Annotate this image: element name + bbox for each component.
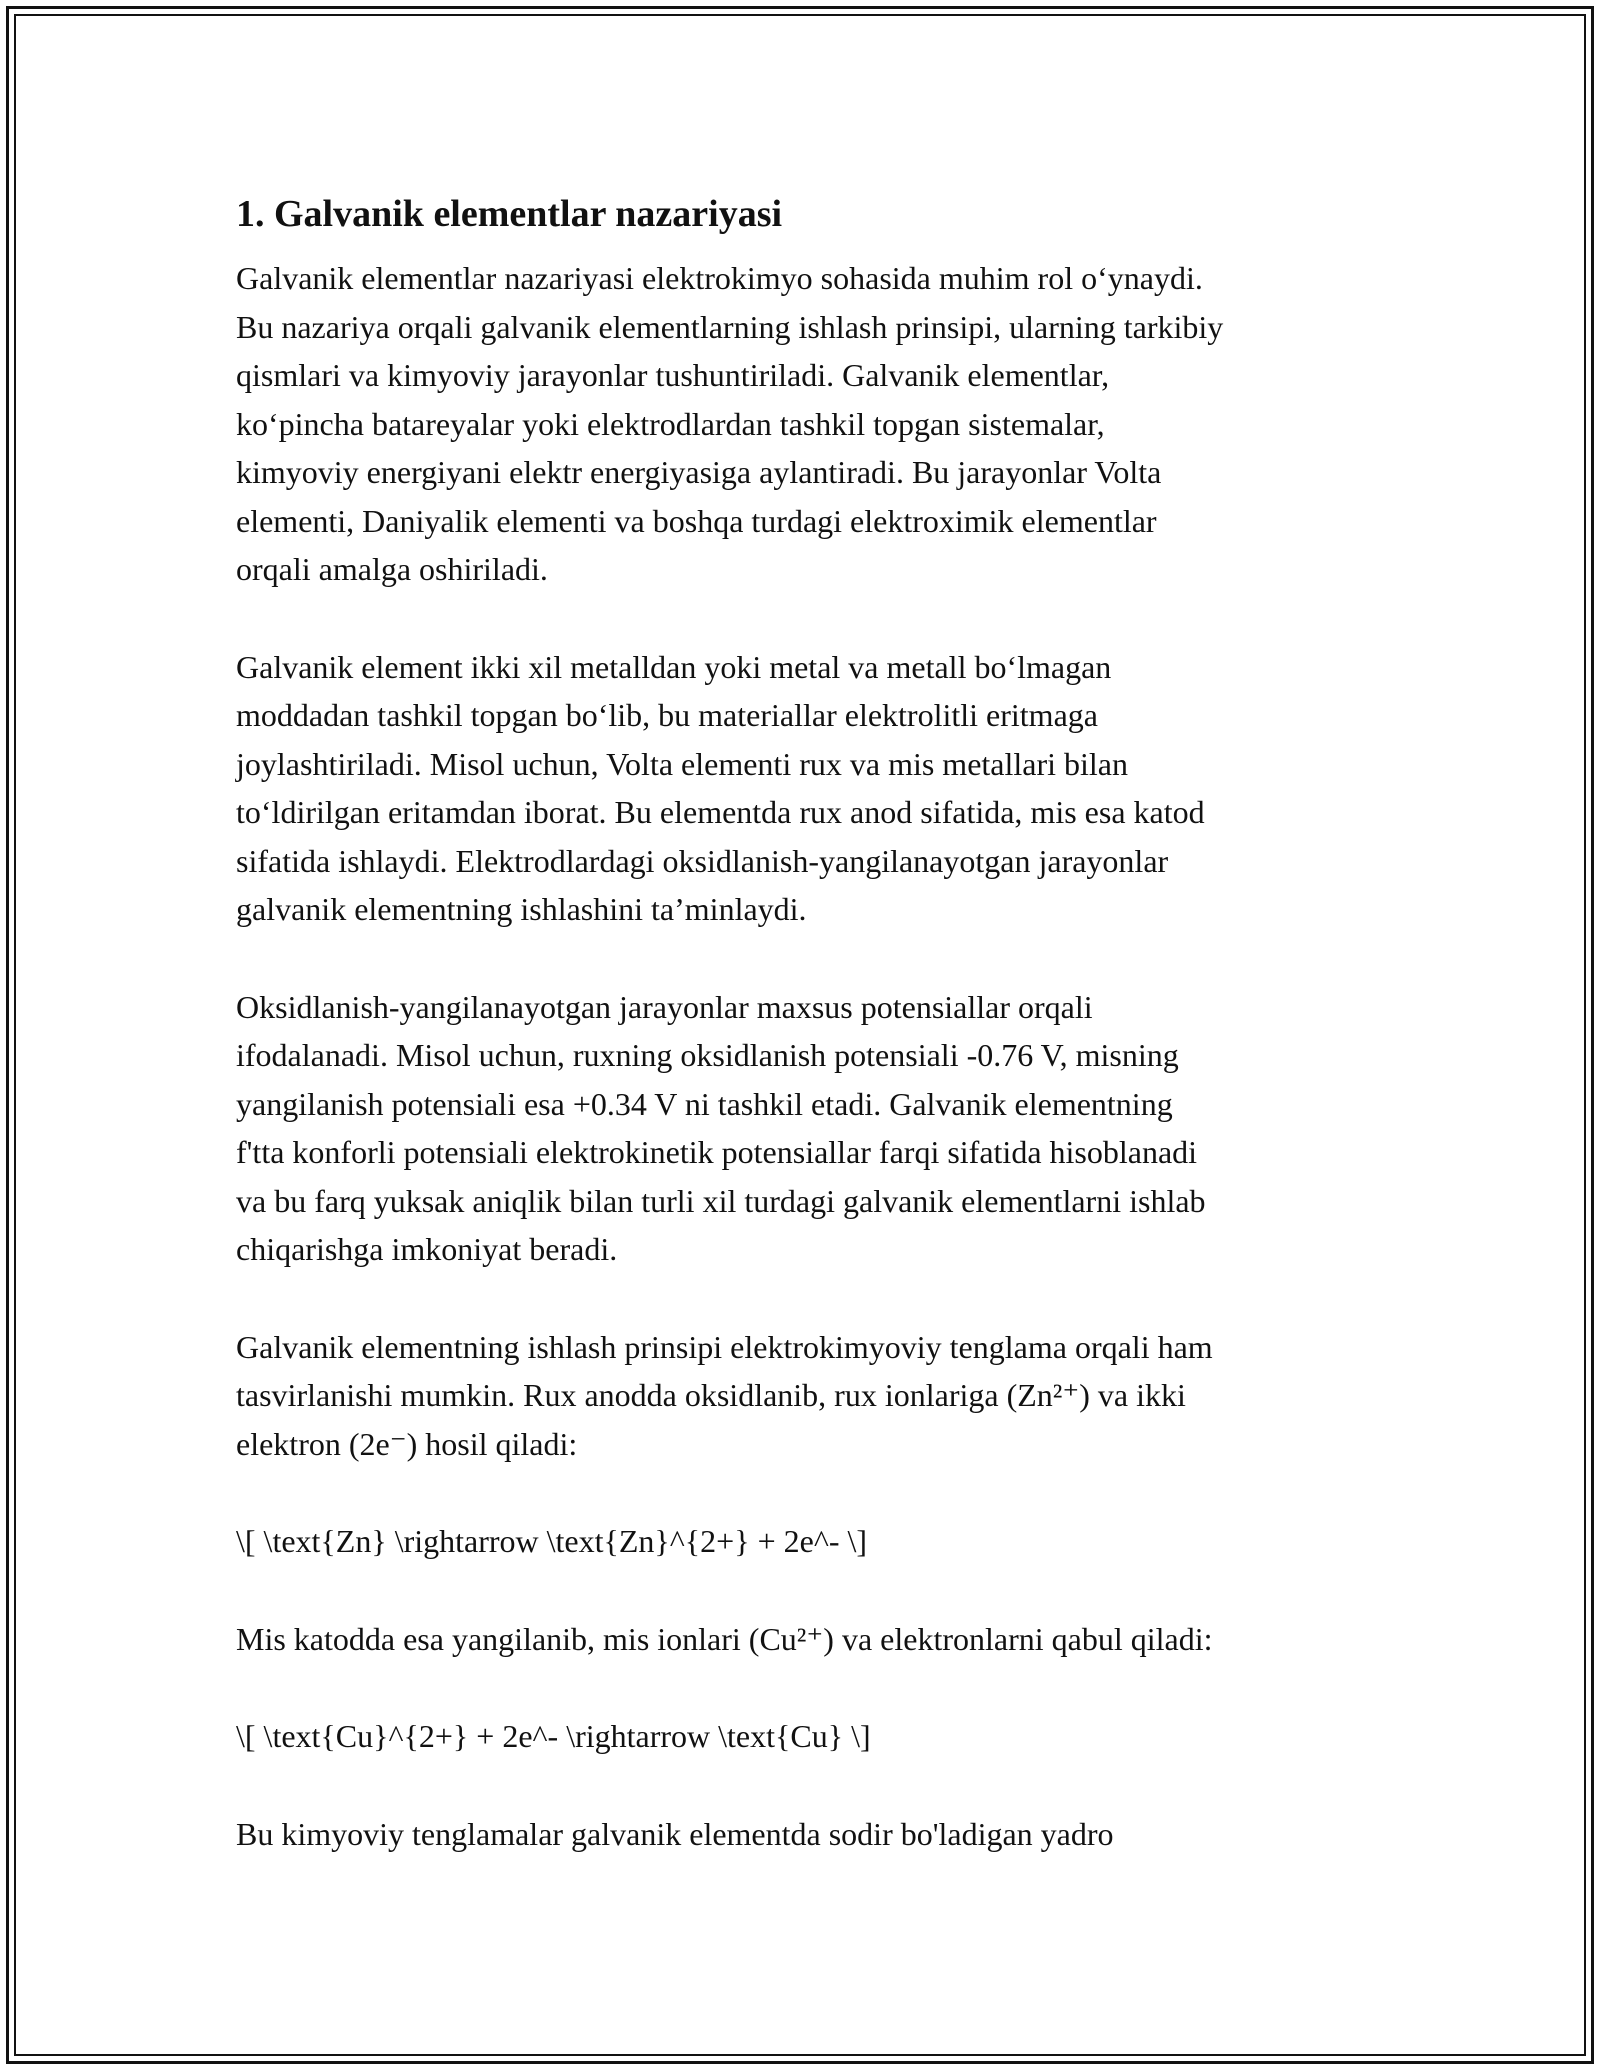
text-line: galvanik elementning ishlashini ta’minlaydi. (236, 891, 807, 927)
equation-copper-reduction (236, 1712, 1386, 1761)
text-line: Mis katodda esa yangilanib, mis ionlari (Cu²⁺) va elektronlarni qabul qiladi: (236, 1620, 1213, 1657)
text-line: chiqarishga imkoniyat beradi. (236, 1231, 618, 1267)
text-line: Bu nazariya orqali galvanik elementlarning ishlash prinsipi, ularning tarkibiy (236, 308, 1224, 345)
text-line: \[ \text{Zn} \rightarrow \text{Zn}^{2+} + 2e^- \] (236, 1523, 868, 1559)
text-line: orqali amalga oshiriladi. (236, 551, 548, 587)
paragraph-potentials (236, 983, 1386, 1274)
text-line: kimyoviy energiyani elektr energiyasiga aylantiradi. Bu jarayonlar Volta (236, 454, 1162, 490)
paragraph-intro (236, 254, 1386, 594)
paragraph-cathode (236, 1615, 1386, 1664)
document-body (236, 188, 1386, 1907)
text-line: joylashtiriladi. Misol uchun, Volta elementi rux va mis metallari bilan (236, 745, 1128, 782)
text-line: Galvanik elementlar nazariyasi elektrokimyo sohasida muhim rol o‘ynaydi. (236, 260, 1203, 296)
text-line: va bu farq yuksak aniqlik bilan turli xil turdagi galvanik elementlarni ishlab (236, 1182, 1206, 1219)
section-heading: 1. Galvanik elementlar nazariyasi (236, 193, 783, 235)
text-line: f'tta konforli potensiali elektrokinetik potensiallar farqi sifatida hisoblanadi (236, 1134, 1198, 1170)
text-line: tasvirlanishi mumkin. Rux anodda oksidlanib, rux ionlariga (Zn²⁺) va ikki (236, 1377, 1186, 1413)
text-line: Galvanik elementning ishlash prinsipi elektrokimyoviy tenglama orqali ham (236, 1328, 1213, 1365)
equation-zinc-oxidation (236, 1517, 1386, 1566)
text-line: to‘ldirilgan eritamdan iborat. Bu elementda rux anod sifatida, mis esa katod (236, 794, 1205, 830)
paragraph-element-structure (236, 643, 1386, 934)
text-line: elektron (2e⁻) hosil qiladi: (236, 1425, 578, 1462)
text-line: elementi, Daniyalik elementi va boshqa turdagi elektroximik elementlar (236, 502, 1157, 539)
text-line: Bu kimyoviy tenglamalar galvanik elementda sodir bo'ladigan yadro (236, 1815, 1114, 1852)
text-line: sifatida ishlaydi. Elektrodlardagi oksidlanish-yangilanayotgan jarayonlar (236, 842, 1169, 879)
text-line: Galvanik element ikki xil metalldan yoki metal va metall bo‘lmagan (236, 648, 1112, 685)
text-line: qismlari va kimyoviy jarayonlar tushuntiriladi. Galvanik elementlar, (236, 357, 1110, 393)
text-line: yangilanish potensiali esa +0.34 V ni tashkil etadi. Galvanik elementning (236, 1085, 1173, 1122)
text-line: ifodalanadi. Misol uchun, ruxning oksidlanish potensiali -0.76 V, misning (236, 1037, 1179, 1073)
text-line: \[ \text{Cu}^{2+} + 2e^- \rightarrow \text{Cu} \] (236, 1718, 871, 1754)
paragraph-closing (236, 1810, 1386, 1859)
text-line: moddadan tashkil topgan bo‘lib, bu materiallar elektrolitli eritmaga (236, 697, 1098, 733)
paragraph-equation-intro (236, 1323, 1386, 1469)
text-line: ko‘pincha batareyalar yoki elektrodlardan tashkil topgan sistemalar, (236, 405, 1105, 442)
text-line: Oksidlanish-yangilanayotgan jarayonlar maxsus potensiallar orqali (236, 988, 1093, 1025)
